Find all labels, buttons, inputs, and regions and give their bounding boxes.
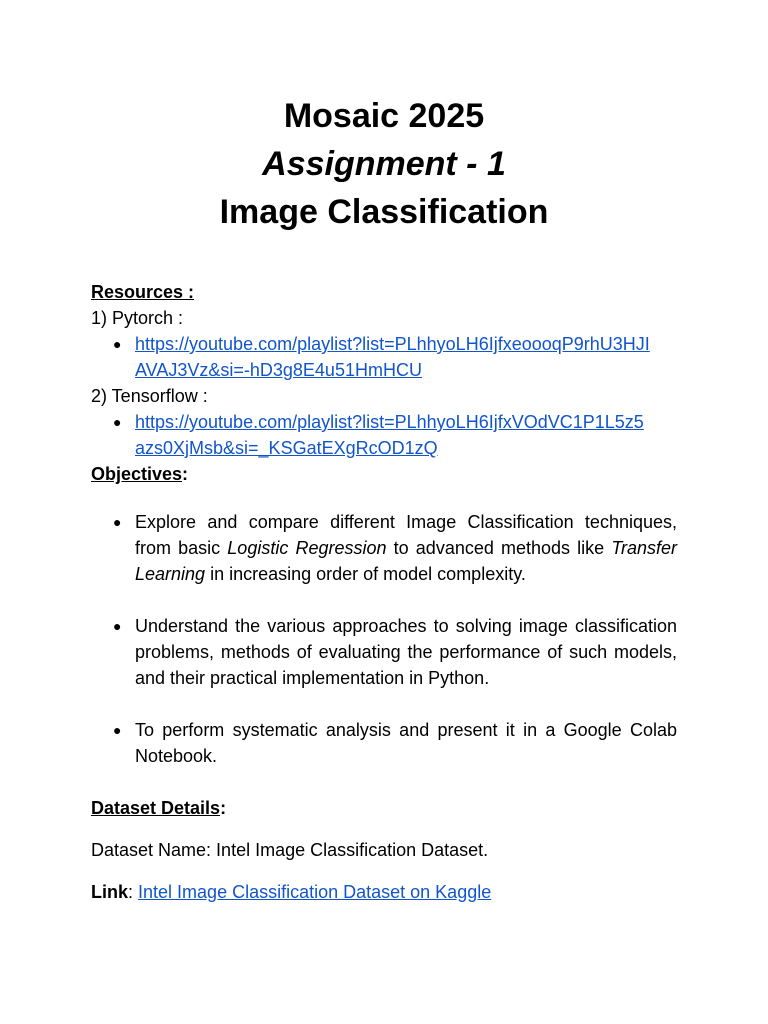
kaggle-dataset-link[interactable]: Intel Image Classification Dataset on Kaggle [138, 882, 492, 902]
list-item [91, 509, 677, 587]
bullet-icon: ● [113, 722, 122, 738]
objectives-heading: Objectives [91, 464, 183, 484]
assignment-subtitle: Assignment - 1 [262, 145, 506, 183]
objective-text: To perform systematic analysis and present it in a Google Colab Notebook. [135, 720, 677, 766]
bullet-icon: ● [113, 414, 122, 430]
bullet-icon: ● [113, 514, 122, 530]
list-item [91, 613, 677, 691]
link-separator: : [128, 882, 139, 902]
heading-colon: : [220, 798, 227, 818]
heading-colon: : [182, 464, 189, 484]
resources-heading: Resources : [91, 282, 195, 302]
bullet-icon: ● [113, 336, 122, 352]
document-title: Mosaic 2025 [283, 97, 485, 135]
dataset-link-row [91, 879, 677, 905]
link-line: azs0XjMsb&si=_KSGatEXgRcOD1zQ [135, 438, 438, 458]
objective-text: Understand the various approaches to solving image classification problems, methods of evaluating the performance of such models, and their practical implementation in Python. [135, 616, 677, 688]
dataset-heading-row [91, 795, 677, 821]
tensorflow-playlist-link[interactable] [135, 412, 644, 458]
bullet-icon: ● [113, 618, 122, 634]
resource-label-tensorflow: 2) Tensorflow : [91, 386, 208, 406]
link-line: https://youtube.com/playlist?list=PLhhyoLH6IjfxeoooqP9rhU3HJI [135, 334, 650, 354]
pytorch-playlist-link[interactable] [135, 334, 650, 380]
list-item [91, 717, 677, 769]
title-block [0, 92, 768, 236]
resource-bullet-tensorflow [91, 409, 677, 461]
resource-label-pytorch: 1) Pytorch : [91, 308, 184, 328]
objectives-heading-row [91, 461, 677, 487]
link-line: AVAJ3Vz&si=-hD3g8E4u51HmHCU [135, 360, 422, 380]
document-body [91, 279, 677, 905]
objectives-list [91, 509, 677, 769]
dataset-name: Dataset Name: Intel Image Classification Dataset. [91, 840, 489, 860]
link-label: Link [91, 882, 129, 902]
resource-bullet-pytorch [91, 331, 677, 383]
objective-text: Explore and compare different Image Classification techniques, from basic Logistic Regression to advanced methods like Transfer Learning in increasing order of model complexity. [135, 512, 677, 584]
dataset-heading: Dataset Details [91, 798, 221, 818]
link-line: https://youtube.com/playlist?list=PLhhyoLH6IjfxVOdVC1P1L5z5 [135, 412, 644, 432]
topic-title: Image Classification [219, 193, 549, 231]
